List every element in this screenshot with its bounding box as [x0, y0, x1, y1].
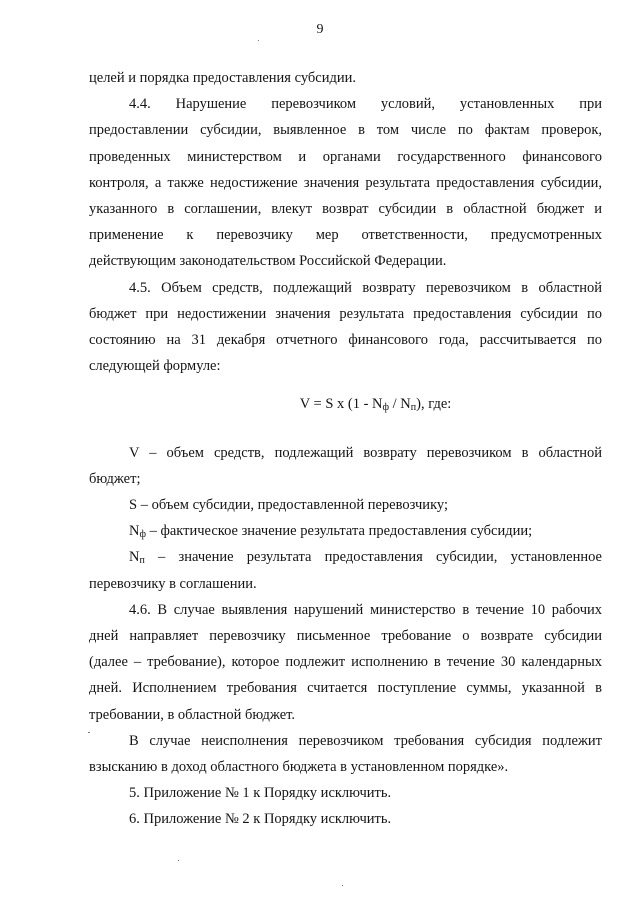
definition-np-line: перевозчику в соглашении.: [89, 575, 257, 592]
item-6: 6. Приложение № 2 к Порядку исключить.: [129, 811, 392, 828]
paragraph-4-4-line: предоставлении субсидии, выявленное в том числе по фактам проверок,: [89, 122, 602, 139]
scan-speck: [258, 40, 259, 41]
paragraph-4-6-line: (далее – требование), которое подлежит исполнению в течение 30 календарных: [89, 654, 602, 671]
definition-nf: $N_ф$ – фактическое значение результата предоставления субсидии;: [129, 523, 533, 541]
paragraph-4-5-line: следующей формуле:: [89, 358, 221, 375]
text-line: целей и порядка предоставления субсидии.: [89, 70, 356, 86]
definition-np-line: $N_п$ – значение результата предоставления субсидии, установленное: [129, 549, 602, 567]
document-body: [89, 65, 602, 833]
paragraph-4-6-line: дней. Исполнением требования считается поступление суммы, указанной в: [89, 680, 602, 697]
formula: V = S x $(1 - N_ф / N_п)$, где:: [299, 396, 452, 414]
definition-s: S – объем субсидии, предоставленной перевозчику;: [129, 497, 448, 514]
scan-speck: [342, 885, 343, 886]
paragraph-4-4-line: проведенных министерством и органами государственного финансового: [89, 148, 602, 165]
paragraph-4-6-line: требовании, в областной бюджет.: [89, 706, 296, 723]
definition-v-line: V – объем средств, подлежащий возврату перевозчиком в областной: [129, 444, 602, 461]
scan-speck: [178, 860, 179, 861]
paragraph-4-5-line: состоянию на 31 декабря отчетного финансового года, рассчитывается по: [89, 332, 602, 349]
paragraph-4-5-line: бюджет при недостижении значения результата предоставления субсидии по: [89, 305, 602, 322]
scan-speck: [88, 732, 90, 733]
item-5: 5. Приложение № 1 к Порядку исключить.: [129, 785, 392, 802]
paragraph-4-4-line: указанного в соглашении, влекут возврат субсидии в областной бюджет и: [89, 201, 602, 218]
paragraph-4-6-line: дней направляет перевозчику письменное требование о возврате субсидии: [89, 628, 602, 645]
paragraph-penalty-line: взысканию в доход областного бюджета в установленном порядке».: [89, 759, 509, 776]
page-number: 9: [316, 22, 324, 37]
paragraph-4-4-line: контроля, а также недостижение значения результата предоставления субсидии,: [89, 174, 602, 191]
paragraph-4-6-line: 4.6. В случае выявления нарушений министерство в течение 10 рабочих: [129, 601, 602, 618]
paragraph-penalty-line: В случае неисполнения перевозчиком требования субсидия подлежит: [129, 732, 602, 749]
paragraph-4-4-line: действующим законодательством Российской Федерации.: [89, 253, 447, 270]
paragraph-4-5-line: 4.5. Объем средств, подлежащий возврату перевозчиком в областной: [129, 279, 602, 296]
paragraph-4-4-line: применение к перевозчику мер ответственности, предусмотренных: [89, 227, 602, 244]
paragraph-4-4-line: 4.4. Нарушение перевозчиком условий, установленных при: [129, 96, 602, 113]
definition-v-line: бюджет;: [89, 470, 141, 487]
